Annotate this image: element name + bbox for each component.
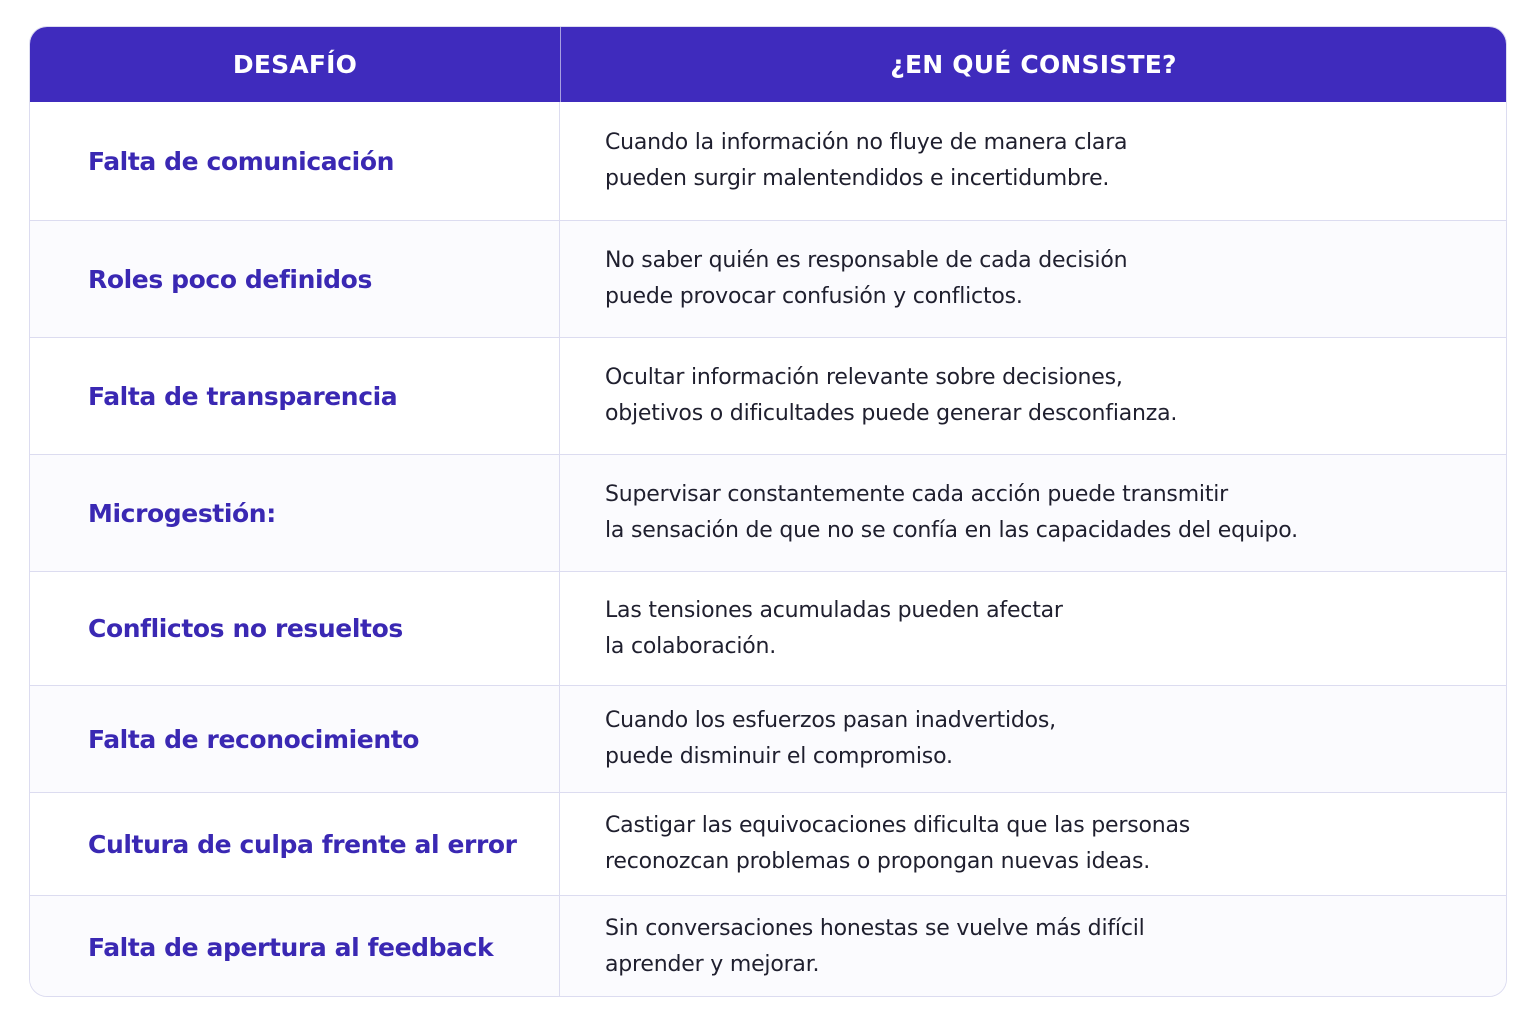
- table-row: [30, 220, 1506, 337]
- description-cell: [560, 896, 1506, 997]
- description-cell: [560, 572, 1506, 685]
- challenge-cell: Conflictos no resueltos: [30, 572, 560, 685]
- description-line: Sin conversaciones honestas se vuelve más difícil: [605, 916, 1145, 941]
- description-cell: [560, 102, 1506, 220]
- description-line: No saber quién es responsable de cada decisión: [605, 248, 1128, 273]
- table-row: [30, 102, 1506, 220]
- challenge-cell: Falta de transparencia: [30, 338, 560, 454]
- challenges-table: [29, 26, 1507, 997]
- table-row: [30, 337, 1506, 454]
- table-header: [30, 27, 1506, 102]
- header-description: ¿EN QUÉ CONSISTE?: [890, 50, 1177, 79]
- description-cell: [560, 455, 1506, 571]
- challenge-cell: Falta de apertura al feedback: [30, 896, 560, 997]
- challenge-cell: Microgestión:: [30, 455, 560, 571]
- description-line: puede disminuir el compromiso.: [605, 744, 953, 769]
- description-line: aprender y mejorar.: [605, 952, 820, 977]
- description-line: pueden surgir malentendidos e incertidumbre.: [605, 166, 1110, 191]
- description-line: Cuando la información no fluye de manera clara: [605, 130, 1128, 155]
- description-line: Cuando los esfuerzos pasan inadvertidos,: [605, 708, 1056, 733]
- description-line: Supervisar constantemente cada acción puede transmitir: [605, 482, 1229, 507]
- description-line: objetivos o dificultades puede generar desconfianza.: [605, 401, 1178, 426]
- description-cell: [560, 221, 1506, 337]
- table-row: [30, 895, 1506, 997]
- description-cell: [560, 338, 1506, 454]
- table-body: [30, 102, 1506, 997]
- description-line: puede provocar confusión y conflictos.: [605, 284, 1023, 309]
- description-line: Castigar las equivocaciones dificulta que las personas: [605, 813, 1191, 838]
- challenge-cell: Falta de comunicación: [30, 102, 560, 220]
- description-line: la colaboración.: [605, 633, 777, 659]
- table-row: [30, 571, 1506, 685]
- challenge-cell: Cultura de culpa frente al error: [30, 793, 560, 895]
- table-row: [30, 685, 1506, 792]
- description-cell: [560, 686, 1506, 792]
- table-row: [30, 792, 1506, 895]
- description-line: la sensación de que no se confía en las capacidades del equipo.: [605, 518, 1298, 543]
- description-line: Las tensiones acumuladas pueden afectar: [605, 597, 1063, 623]
- header-challenge: DESAFÍO: [30, 27, 561, 102]
- challenge-cell: Roles poco definidos: [30, 221, 560, 337]
- description-line: reconozcan problemas o propongan nuevas ideas.: [605, 849, 1151, 874]
- challenge-cell: Falta de reconocimiento: [30, 686, 560, 792]
- table-row: [30, 454, 1506, 571]
- description-cell: [560, 793, 1506, 895]
- description-line: Ocultar información relevante sobre decisiones,: [605, 365, 1123, 390]
